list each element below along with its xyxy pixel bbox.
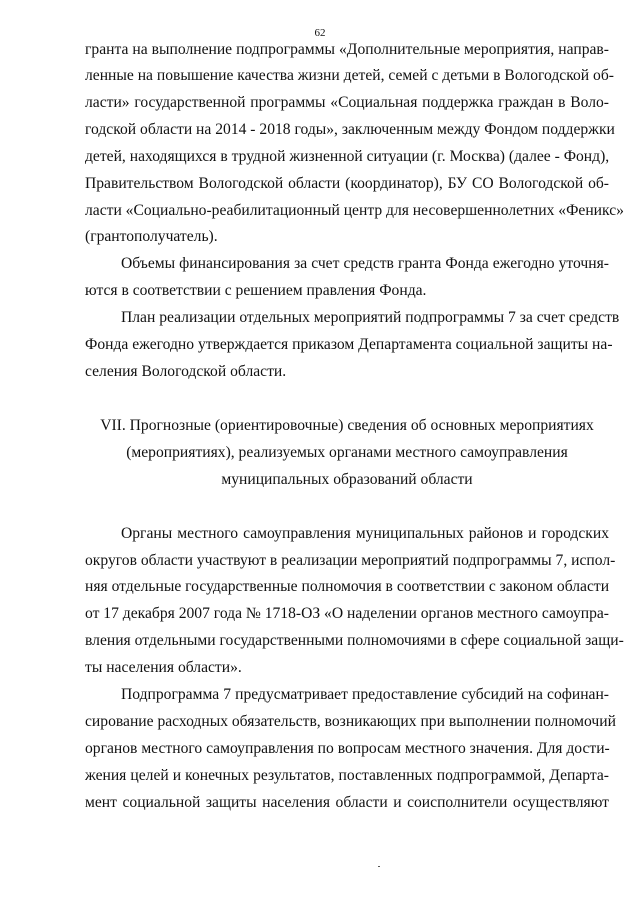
- text-line: от 17 декабря 2007 года № 1718-ОЗ «О наделении органов местного самоупра-: [85, 605, 609, 622]
- text-line: ленные на повышение качества жизни детей, семей с детьми в Вологодской об-: [85, 67, 614, 84]
- text-line: ются в соответствии с решением правления Фонда.: [85, 282, 427, 299]
- section-heading: (мероприятиях), реализуемых органами местного самоуправления: [126, 444, 568, 461]
- text-line: детей, находящихся в трудной жизненной ситуации (г. Москва) (далее - Фонд),: [85, 148, 610, 165]
- text-line: ласти» государственной программы «Социальная поддержка граждан в Воло-: [85, 94, 609, 111]
- scan-speck: [378, 866, 380, 867]
- text-line: мент социальной защиты населения области и соисполнители осуществляют: [85, 794, 609, 811]
- text-line: округов области участвуют в реализации мероприятий подпрограммы 7, испол-: [85, 552, 616, 569]
- text-line: Органы местного самоуправления муниципальных районов и городских: [121, 525, 609, 542]
- text-line: ты населения области».: [85, 659, 242, 676]
- text-line: годской области на 2014 - 2018 годы», заключенным между Фондом поддержки: [85, 121, 615, 138]
- text-line: (грантополучатель).: [85, 228, 218, 245]
- text-line: сирование расходных обязательств, возникающих при выполнении полномочий: [85, 713, 616, 730]
- text-line: ласти «Социально-реабилитационный центр для несовершеннолетних «Феникс»: [85, 202, 624, 219]
- text-line: гранта на выполнение подпрограммы «Дополнительные мероприятия, направ-: [85, 41, 609, 58]
- page-number: 62: [314, 27, 326, 39]
- text-line: жения целей и конечных результатов, поставленных подпрограммой, Департа-: [85, 767, 609, 784]
- section-heading: муниципальных образований области: [221, 471, 473, 488]
- text-line: Правительством Вологодской области (координатор), БУ СО Вологодской об-: [85, 175, 609, 192]
- text-line: органов местного самоуправления по вопросам местного значения. Для дости-: [85, 740, 610, 757]
- text-line: Объемы финансирования за счет средств гранта Фонда ежегодно уточня-: [121, 255, 609, 272]
- text-line: вления отдельными государственными полномочиями в сфере социальной защи-: [85, 632, 624, 649]
- section-heading: VII. Прогнозные (ориентировочные) сведения об основных мероприятиях: [100, 417, 594, 434]
- text-line: няя отдельные государственные полномочия в соответствии с законом области: [85, 578, 610, 595]
- text-line: План реализации отдельных мероприятий подпрограммы 7 за счет средств: [121, 309, 620, 326]
- text-line: селения Вологодской области.: [85, 363, 287, 380]
- text-line: Фонда ежегодно утверждается приказом Департамента социальной защиты на-: [85, 336, 613, 353]
- text-line: Подпрограмма 7 предусматривает предоставление субсидий на софинан-: [121, 686, 609, 703]
